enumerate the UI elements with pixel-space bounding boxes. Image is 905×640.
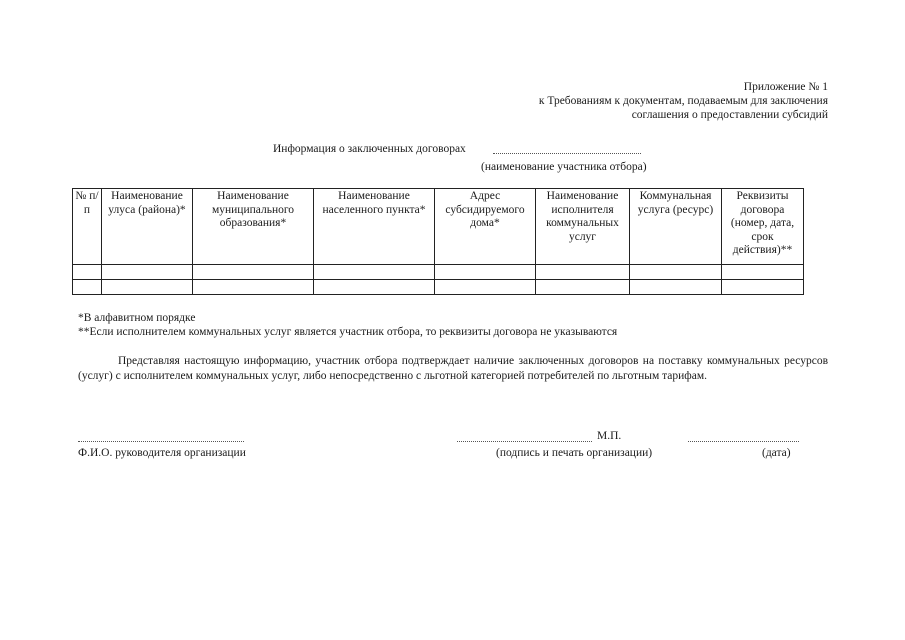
stamp-label: М.П. xyxy=(597,430,622,442)
table-row xyxy=(73,265,804,280)
table-cell[interactable] xyxy=(536,280,630,295)
table-cell[interactable] xyxy=(536,265,630,280)
table-cell[interactable] xyxy=(73,265,102,280)
table-cell[interactable] xyxy=(630,265,722,280)
appendix-subtitle-line2: соглашения о предоставлении субсидий xyxy=(631,109,828,121)
column-header: Наименование населенного пункта* xyxy=(314,189,435,265)
table-cell[interactable] xyxy=(722,280,804,295)
table-header-row xyxy=(73,189,804,265)
table-cell[interactable] xyxy=(314,265,435,280)
column-header: Наименование муниципального образования* xyxy=(193,189,314,265)
table-cell[interactable] xyxy=(722,265,804,280)
table-cell[interactable] xyxy=(102,265,193,280)
appendix-subtitle-line1: к Требованиям к документам, подаваемым для заключения xyxy=(538,95,828,107)
signature-caption: (подпись и печать организации) xyxy=(496,447,653,459)
column-header: Наименование исполнителя коммунальных услуг xyxy=(536,189,630,265)
table-cell[interactable] xyxy=(193,265,314,280)
column-header: Реквизиты договора (номер, дата, срок действия)** xyxy=(722,189,804,265)
date-caption: (дата) xyxy=(762,447,791,459)
table-cell[interactable] xyxy=(73,280,102,295)
column-header: № п/п xyxy=(73,189,102,265)
contracts-table xyxy=(72,188,804,295)
head-name-caption: Ф.И.О. руководителя организации xyxy=(78,447,246,459)
appendix-number: Приложение № 1 xyxy=(743,81,828,93)
table-cell[interactable] xyxy=(435,280,536,295)
table-cell[interactable] xyxy=(193,280,314,295)
date-line[interactable] xyxy=(688,441,799,442)
head-name-line[interactable] xyxy=(78,441,244,442)
column-header: Коммунальная услуга (ресурс) xyxy=(630,189,722,265)
table-row xyxy=(73,280,804,295)
appendix-header xyxy=(408,80,828,122)
table-cell[interactable] xyxy=(630,280,722,295)
participant-name-caption: (наименование участника отбора) xyxy=(481,161,647,173)
participant-name-line xyxy=(493,153,641,154)
document-title: Информация о заключенных договорах xyxy=(273,143,466,155)
footnote-alphabetical: *В алфавитном порядке xyxy=(78,312,196,324)
table-cell[interactable] xyxy=(314,280,435,295)
signature-line[interactable] xyxy=(457,441,592,442)
footnote-contract-details: **Если исполнителем коммунальных услуг является участник отбора, то реквизиты договора не указываются xyxy=(78,326,618,338)
column-header: Адрес субсидируемого дома* xyxy=(435,189,536,265)
table-cell[interactable] xyxy=(435,265,536,280)
confirmation-paragraph: Представляя настоящую информацию, участник отбора подтверждает наличие заключенных договоров на поставку коммунальных ресурсов (услуг) с исполнителем коммунальных услуг, либо непосредственно с льготной категорией потребителей по льготным тарифам. xyxy=(78,355,828,382)
table-cell[interactable] xyxy=(102,280,193,295)
column-header: Наименование улуса (района)* xyxy=(102,189,193,265)
